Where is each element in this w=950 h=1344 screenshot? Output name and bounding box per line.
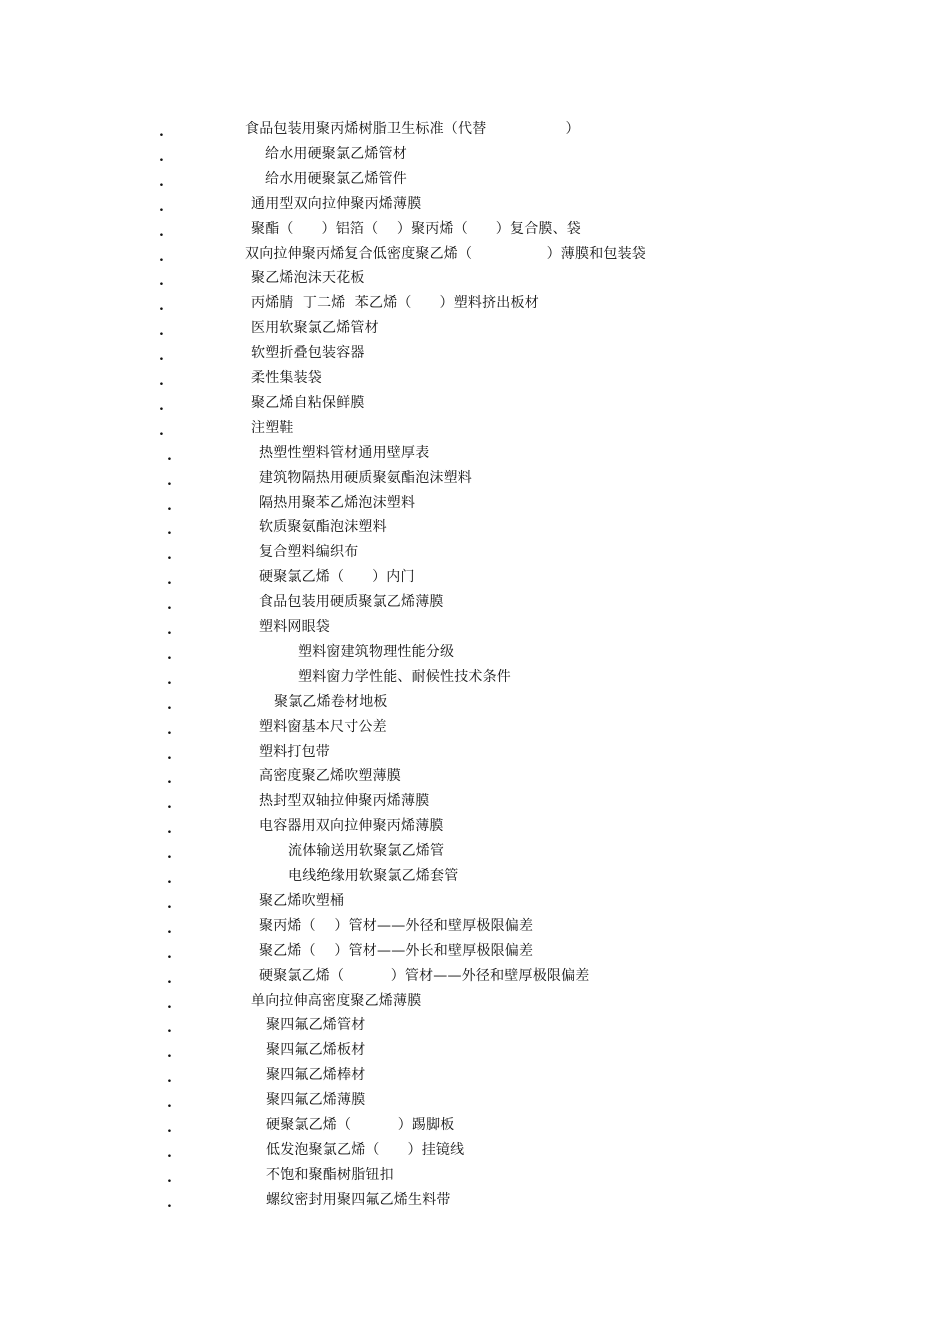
list-item: [0, 1091, 950, 1115]
list-item: [0, 245, 950, 269]
list-item-text: 聚酯（ ）铝箔（ ）聚丙烯（ ）复合膜、袋: [251, 220, 582, 237]
list-item-text: 塑料打包带: [259, 743, 330, 760]
list-bullet: .: [167, 995, 172, 1012]
list-item: [0, 743, 950, 767]
list-bullet: .: [167, 1169, 172, 1186]
list-bullet: .: [167, 497, 172, 514]
list-bullet: .: [167, 1095, 172, 1112]
list-bullet: .: [167, 871, 172, 887]
list-item: [0, 792, 950, 816]
list-bullet: .: [167, 622, 172, 638]
list-item-text: 聚四氟乙烯棒材: [266, 1067, 366, 1084]
list-item: [0, 1166, 950, 1190]
list-item-text: 聚四氟乙烯板材: [266, 1042, 366, 1059]
list-item-text: 塑料窗力学性能、耐候性技术条件: [298, 668, 511, 685]
list-bullet: .: [167, 945, 172, 962]
list-item-text: 给水用硬聚氯乙烯管件: [265, 170, 407, 187]
list-item: [0, 643, 950, 667]
list-item: [0, 892, 950, 916]
list-bullet: .: [167, 846, 172, 863]
list-bullet: .: [167, 447, 172, 464]
list-item-text: 电容器用双向拉伸聚丙烯薄膜: [259, 818, 444, 835]
list-item: [0, 444, 950, 468]
list-item-text: 柔性集装袋: [251, 370, 322, 386]
list-item-text: 塑料窗基本尺寸公差: [259, 718, 387, 735]
list-bullet: .: [167, 1045, 172, 1062]
list-item-text: 双向拉伸聚丙烯复合低密度聚乙烯（ ）薄膜和包装袋: [245, 245, 647, 262]
list-item-text: 流体输送用软聚氯乙烯管: [288, 843, 445, 860]
list-bullet: .: [167, 472, 172, 489]
list-item-text: 聚乙烯泡沫天花板: [251, 270, 365, 287]
list-item-text: 低发泡聚氯乙烯（ ）挂镜线: [266, 1141, 465, 1158]
list-item-text: 不饱和聚酯树脂钮扣: [266, 1166, 394, 1183]
list-item: [0, 494, 950, 518]
list-bullet: .: [159, 124, 164, 140]
list-item: [0, 668, 950, 692]
list-bullet: .: [167, 796, 172, 813]
list-item: [0, 1016, 950, 1040]
list-bullet: .: [159, 273, 164, 290]
list-bullet: .: [167, 696, 172, 713]
list-item-text: 医用软聚氯乙烯管材: [251, 320, 379, 337]
list-item: [0, 195, 950, 219]
list-bullet: .: [167, 970, 172, 987]
list-item: [0, 518, 950, 542]
list-item-text: 聚四氟乙烯管材: [266, 1017, 366, 1034]
list-bullet: .: [167, 671, 172, 688]
list-item: [0, 269, 950, 293]
list-bullet: .: [167, 1070, 172, 1087]
list-item-text: 热封型双轴拉伸聚丙烯薄膜: [259, 793, 430, 810]
list-item: [0, 419, 950, 443]
list-item-text: 热塑性塑料管材通用壁厚表: [259, 444, 430, 461]
list-bullet: .: [167, 920, 172, 937]
list-item: [0, 842, 950, 866]
list-bullet: .: [159, 248, 164, 265]
list-item-text: 电线绝缘用软聚氯乙烯套管: [288, 868, 459, 884]
list-bullet: .: [167, 821, 172, 838]
list-bullet: .: [167, 746, 172, 763]
list-bullet: .: [159, 422, 164, 439]
list-bullet: .: [167, 771, 172, 788]
list-bullet: .: [159, 348, 164, 365]
list-item: [0, 693, 950, 717]
list-item: [0, 593, 950, 617]
list-item: [0, 1041, 950, 1065]
list-item: [0, 1116, 950, 1140]
list-item: [0, 817, 950, 841]
list-bullet: .: [167, 572, 172, 589]
list-bullet: .: [159, 198, 164, 215]
list-item-text: 聚丙烯（ ）管材——外径和壁厚极限偏差: [259, 917, 534, 934]
list-item-text: 给水用硬聚氯乙烯管材: [265, 145, 407, 162]
list-item-text: 硬聚氯乙烯（ ）管材——外径和壁厚极限偏差: [259, 967, 590, 984]
list-item-text: 通用型双向拉伸聚丙烯薄膜: [251, 195, 422, 212]
list-item-text: 聚四氟乙烯薄膜: [266, 1092, 366, 1109]
list-item-text: 高密度聚乙烯吹塑薄膜: [259, 768, 401, 785]
list-bullet: .: [159, 148, 164, 165]
list-bullet: .: [167, 721, 172, 738]
list-item: [0, 1191, 950, 1215]
list-item-text: 塑料网眼袋: [259, 619, 330, 635]
list-item-text: 隔热用聚苯乙烯泡沫塑料: [259, 494, 416, 511]
list-item: [0, 767, 950, 791]
list-item: [0, 319, 950, 343]
list-item: [0, 120, 950, 144]
list-item-text: 聚乙烯吹塑桶: [259, 892, 345, 909]
list-bullet: .: [159, 223, 164, 240]
list-bullet: .: [167, 1120, 172, 1136]
list-item: [0, 568, 950, 592]
list-item: [0, 718, 950, 742]
list-item-text: 单向拉伸高密度聚乙烯薄膜: [251, 992, 422, 1009]
list-item: [0, 1066, 950, 1090]
list-bullet: .: [167, 597, 172, 614]
list-bullet: .: [159, 298, 164, 315]
list-item: [0, 220, 950, 244]
list-item-text: 食品包装用聚丙烯树脂卫生标准（代替 ）: [245, 121, 580, 137]
list-item: [0, 917, 950, 941]
list-item-text: 食品包装用硬质聚氯乙烯薄膜: [259, 594, 444, 611]
list-bullet: .: [167, 1020, 172, 1037]
list-item: [0, 170, 950, 194]
list-item-text: 注塑鞋: [251, 419, 294, 436]
list-item: [0, 469, 950, 493]
list-item-text: 硬聚氯乙烯（ ）踢脚板: [266, 1117, 455, 1133]
list-bullet: .: [167, 547, 172, 564]
list-item-text: 软塑折叠包装容器: [251, 345, 365, 362]
list-item: [0, 942, 950, 966]
list-item-text: 聚乙烯（ ）管材——外长和壁厚极限偏差: [259, 942, 534, 959]
list-item-text: 聚乙烯自粘保鲜膜: [251, 394, 365, 411]
list-item-text: 复合塑料编织布: [259, 544, 359, 561]
list-bullet: .: [159, 173, 164, 190]
list-item: [0, 867, 950, 891]
list-bullet: .: [159, 323, 164, 340]
list-item: [0, 967, 950, 991]
list-item-text: 建筑物隔热用硬质聚氨酯泡沫塑料: [259, 469, 472, 486]
list-bullet: .: [167, 1144, 172, 1161]
list-item-text: 硬聚氯乙烯（ ）内门: [259, 569, 415, 586]
list-bullet: .: [167, 522, 172, 539]
list-item: [0, 294, 950, 318]
list-bullet: .: [167, 1194, 172, 1211]
list-item: [0, 145, 950, 169]
list-item: [0, 1141, 950, 1165]
list-item-text: 螺纹密封用聚四氟乙烯生料带: [266, 1191, 451, 1208]
list-item: [0, 344, 950, 368]
list-item: [0, 369, 950, 393]
list-bullet: .: [167, 895, 172, 912]
list-item-text: 丙烯腈 丁二烯 苯乙烯（ ）塑料挤出板材: [251, 295, 539, 312]
list-bullet: .: [159, 397, 164, 414]
list-item-text: 软质聚氨酯泡沫塑料: [259, 519, 387, 536]
list-item: [0, 992, 950, 1016]
list-item-text: 塑料窗建筑物理性能分级: [298, 643, 455, 660]
list-item: [0, 618, 950, 642]
list-item: [0, 394, 950, 418]
list-item: [0, 543, 950, 567]
list-bullet: .: [167, 646, 172, 663]
list-bullet: .: [159, 373, 164, 389]
list-item-text: 聚氯乙烯卷材地板: [274, 693, 388, 710]
